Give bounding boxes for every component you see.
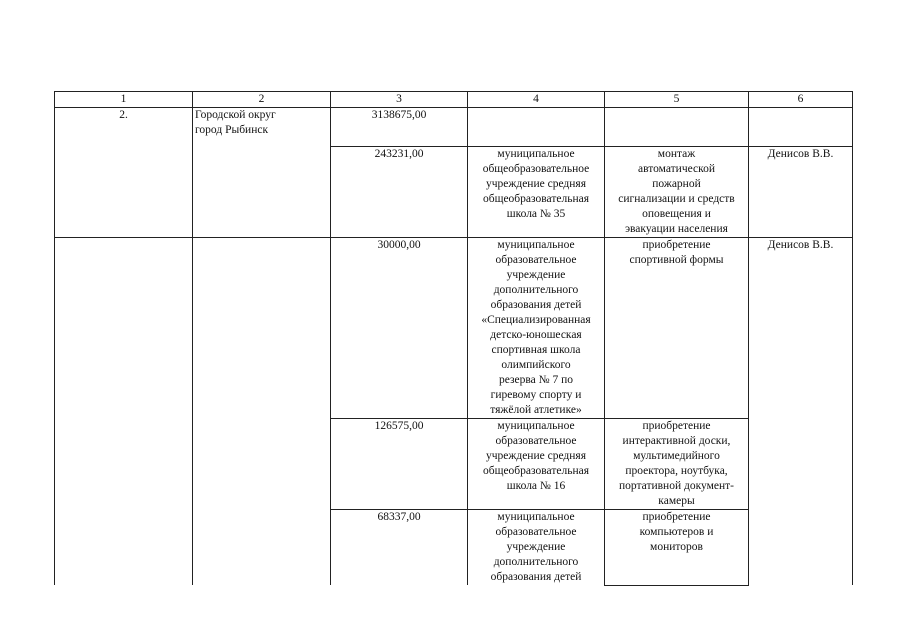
purpose-cell: приобретение интерактивной доски, мультимедийного проектора, ноутбука, портативной документ- камеры [605, 419, 749, 510]
table-row [55, 238, 853, 419]
header-cell-4: 4 [468, 92, 605, 108]
header-cell-2: 2 [193, 92, 331, 108]
funding-table [54, 91, 853, 586]
municipality-cell: Городской округ город Рыбинск [193, 108, 331, 238]
purpose-cell: приобретение спортивной формы [605, 238, 749, 419]
municipality-empty [193, 238, 331, 586]
institution-cell: муниципальное общеобразовательное учреждение средняя общеобразовательная школа № 35 [468, 147, 605, 238]
amount-cell: 243231,00 [331, 147, 468, 238]
header-cell-1: 1 [55, 92, 193, 108]
institution-cell: муниципальное образовательное учреждение дополнительного образования детей «Специализированная детско-юношеская спортивная школа олимпийского резерва № 7 по гиревому спорту и тяжёлой атлетике» [468, 238, 605, 419]
header-cell-5: 5 [605, 92, 749, 108]
purpose-cell: монтаж автоматической пожарной сигнализации и средств оповещения и эвакуации населения [605, 147, 749, 238]
purpose-cell: приобретение компьютеров и мониторов [605, 510, 749, 586]
row-number: 2. [55, 108, 193, 238]
amount-cell: 3138675,00 [331, 108, 468, 147]
purpose-cell [605, 108, 749, 147]
responsible-cell: Денисов В.В. [749, 238, 853, 586]
amount-cell: 30000,00 [331, 238, 468, 419]
header-row [55, 92, 853, 108]
amount-cell: 68337,00 [331, 510, 468, 586]
table-row [55, 108, 853, 147]
responsible-cell: Денисов В.В. [749, 147, 853, 238]
row-number-empty [55, 238, 193, 586]
responsible-cell [749, 108, 853, 147]
institution-cell: муниципальное образовательное учреждение средняя общеобразовательная школа № 16 [468, 419, 605, 510]
institution-cell [468, 108, 605, 147]
amount-cell: 126575,00 [331, 419, 468, 510]
header-cell-3: 3 [331, 92, 468, 108]
header-cell-6: 6 [749, 92, 853, 108]
institution-cell: муниципальное образовательное учреждение дополнительного образования детей [468, 510, 605, 586]
